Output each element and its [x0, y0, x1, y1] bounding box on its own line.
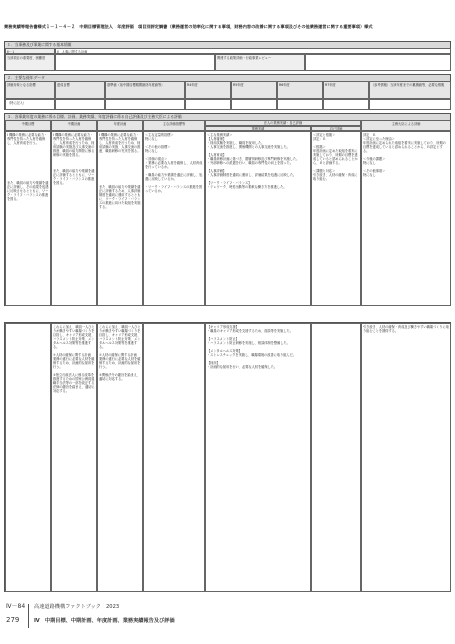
section-evaluation-top — [4, 113, 451, 306]
results-subheader: 業務実績 — [205, 126, 311, 132]
footer-divider — [28, 604, 29, 628]
year-r5-header: R5年度 — [231, 81, 277, 99]
target-header: 達成目標 — [55, 81, 105, 99]
self-eval-text: ＜評定と根拠＞ 評定：Ｂ ＜根拠＞ 年度計画に定めた取組を着実に実施しており、所期の目標を達成していると認められることから、Ｂと評価する。 ＜課題と対応＞ 引き続き、人材の確保・育成に取り組む。 — [311, 131, 361, 306]
section-1-title: １．当事務及び事業に関する基本情報 — [5, 42, 450, 49]
year-r4-header: R4年度 — [185, 81, 231, 99]
annual-plan-header: 年度計画 — [97, 120, 143, 131]
minister-eval-header: 主務大臣による評価 — [361, 120, 451, 131]
mid-term-plan-text: Ⅰ 機構の業務に必要な能力・専門性を持った人材を確保し、人材育成を行うため、採用試験の実施及び人事交流の推進、職員の能力開発に係る研修の実施を図る。 また、職員の能力や業績を適正に評価するとともに、ワーク・ライフ・バランスの推進を図る。 — [51, 131, 97, 306]
section-page-number: Ⅳ－84 — [6, 603, 26, 610]
section-2-title: ２．主要な経年データ — [5, 75, 450, 82]
data-cell — [323, 99, 369, 110]
annual-plan-text-cont: これらに加え、職員一人ひとりが働きやすい職場づくりを目指し、キャリア形成支援、ハラスメント防止対策、メンタルヘルス対策等を推進する。 ②人材の確保に関する計画 業務の遂行に必要な人材を確保するため、計画的な採用を行う。 ③関係法令の趣旨を踏まえ、適切に対応する。 — [97, 323, 143, 592]
self-eval-subheader: 自己評価 — [311, 126, 361, 132]
data-cell — [369, 99, 451, 110]
minister-eval-text-cont: 引き続き、人材の確保・育成及び働きやすい職場づくりに取り組むことを期待する。 — [361, 323, 451, 592]
item-name: Ⅱ 人事に関する計画 — [55, 48, 451, 54]
mid-term-plan-text-cont: これらに加え、職員一人ひとりが働きやすい職場づくりを目指し、キャリア形成支援、ハラスメント防止対策、メンタルヘルス対策等を推進する。 ②人材の確保に関する計画 業務の遂行に必要な人材を確保するため、計画的な採用を行う。 ③独立行政法人に係る改革を推進するための国家公務員退職手当法等の一部を改正する法律の趣旨を踏まえ、適切に対応する。 — [51, 323, 97, 592]
mid-term-goal-text-cont — [5, 323, 51, 592]
indicators-header: 主な評価指標等 — [143, 120, 205, 131]
chapter-title: Ⅳ 中期目標、中期計画、年度計画、業務実績報告及び評価 — [34, 618, 175, 624]
page-number: 279 — [6, 616, 20, 624]
performance-header: 法人の業務実績・自己評価 — [205, 120, 361, 126]
baseline-header: 基準値（前中期目標期間最終年度値等） — [105, 81, 185, 99]
indicator-header: 評価対象となる指標 — [5, 81, 55, 99]
section-3-title: ３．各事業年度の業務に係る目標、計画、業務実績、年度評価に係る自己評価及び主務大臣による評価 — [5, 114, 450, 121]
self-eval-text-cont — [311, 323, 361, 592]
minister-eval-text: 評定 Ｂ ＜評定に至った理由＞ 年度計画に定められた取組を着実に実施しており、所期の目標を達成していると認められることから、Ｂ評定とする。 ＜今後の課題＞ 特になし ＜その他事項＞ 特になし — [361, 131, 451, 306]
data-row-label: （特に記入） — [5, 99, 55, 110]
page-footer — [0, 597, 455, 637]
mid-term-goal-text: Ⅰ 機構の業務に必要な能力・専門性を持った人材を確保し、人材育成を行う。 また、職員の能力や業績を適正に評価し、その結果を処遇に反映させるとともに、ワーク・ライフ・バランスの推進を図る。 — [5, 131, 51, 306]
indicators-text: ＜主な定量的指標＞ 特になし ＜その他の指標＞ 特になし ＜評価の視点＞ ・業務に必要な人材を確保し、人材育成を行っているか。 ・職員の能力や業績を適正に評価し、処遇に反映しているか。 ・ワーク・ライフ・バランスの推進を図っているか。 — [143, 131, 205, 306]
importance-value — [55, 54, 215, 71]
year-r6-header: R6年度 — [277, 81, 323, 99]
year-r7-header: R7年度 — [323, 81, 369, 99]
data-cell — [277, 99, 323, 110]
data-cell — [55, 99, 105, 110]
publication-title: 高速道路機構ファクトブック 2023 — [34, 604, 120, 610]
data-cell — [185, 99, 231, 110]
mid-term-plan-header: 中期計画 — [51, 120, 97, 131]
data-cell — [105, 99, 185, 110]
importance-label: 当該項目の重要度、困難度 — [5, 54, 55, 71]
performance-text: ＜主な業務実績＞ 【人材確保】 ・採用試験を実施し、職員を採用した。 ・人事交流を推進し、関係機関との人事交流を実施した。 【人材育成】 ・職員研修計画に基づき、階層別研修及び専門研修を実施した。 ・外部研修への派遣を行い、職員の専門性の向上を図った。 【人事評価】 ・人事評価制度を適切に運用し、評価結果を処遇に反映した。 【ワーク・ライフ・バランス】 ・テレワーク、時差出勤等の柔軟な働き方を推進した。 — [205, 131, 311, 306]
form-header: 業務実績等報告書様式１－１－４－２ 中期目標管理法人 年度評価 項目別評定調書（業務運営の効率化に関する事項，財務内容の改善に関する事項及びその他業務運営に関する重要事項）様式 — [4, 24, 373, 29]
indicators-text-cont — [143, 323, 205, 592]
section-basic-info — [4, 41, 451, 71]
related-policy-value — [305, 54, 451, 71]
item-number-label: Ⅱ－１ — [5, 48, 55, 54]
annual-plan-text: Ⅰ 機構の業務に必要な能力・専門性を持った人材を確保し、人材育成を行うため、採用試験の実施、人事交流の推進、職員研修の充実を図る。 また、職員の能力や業績を適正に評価するため、人事評価制度を適切に運用するとともに、ワーク・ライフ・バランスの推進に向けた取組を実施する。 — [97, 131, 143, 306]
related-policy-label: 関連する政策評価・行政事業レビュー — [215, 54, 305, 71]
section-evaluation-continued — [4, 322, 451, 592]
performance-text-cont: 【キャリア形成支援】 ・職員のキャリア形成を支援するため、面談等を実施した。 【ハラスメント防止】 ・ハラスメント防止研修を実施し、相談体制を整備した。 【メンタルヘルス対策】 ・ストレスチェックを実施し、職場環境の改善に取り組んだ。 【採用】 ・計画的な採用を行い、必要な人材を確保した。 — [205, 323, 311, 592]
reference-header: （参考情報）当該年度までの累積値等、必要な情報 — [369, 81, 451, 99]
mid-term-goal-header: 中期目標 — [5, 120, 51, 131]
section-annual-data — [4, 74, 451, 110]
data-cell — [231, 99, 277, 110]
